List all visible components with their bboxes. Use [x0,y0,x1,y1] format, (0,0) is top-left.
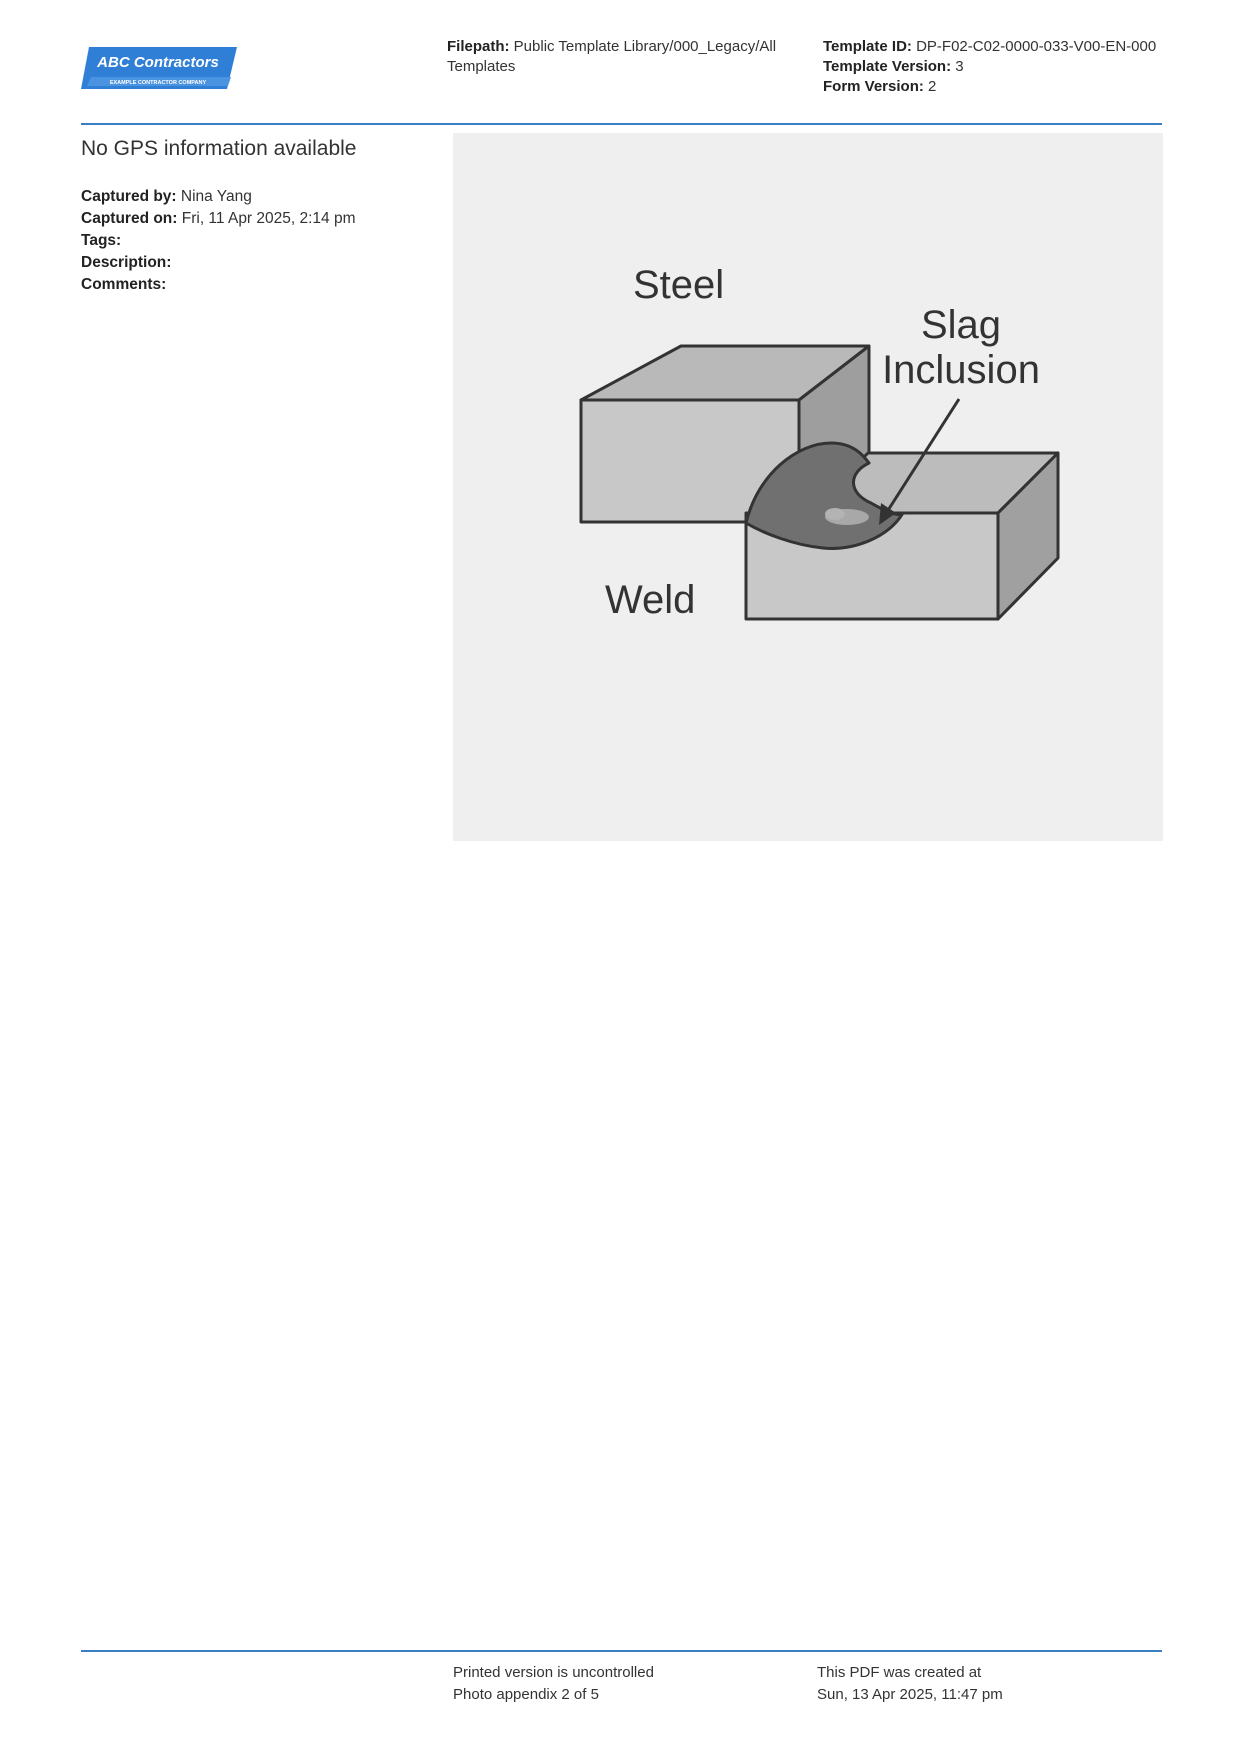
gps-status: No GPS information available [81,137,357,160]
template-version-label: Template Version: [823,58,952,75]
filepath [447,37,777,77]
footer-right [817,1662,1003,1706]
comments-label: Comments: [81,276,167,293]
template-id-value: DP-F02-C02-0000-033-V00-EN-000 [916,38,1157,55]
company-logo [81,44,241,92]
form-version-label: Form Version: [823,78,924,95]
header-divider [81,123,1162,125]
logo-name: ABC Contractors [97,54,219,71]
template-version-value: 3 [955,58,964,75]
logo-tagline: EXAMPLE CONTRACTOR COMPANY [109,80,207,86]
filepath-label: Filepath: [447,38,510,55]
filepath-value-cont: Templates [447,58,516,75]
created-label: This PDF was created at [817,1664,982,1681]
label-slag: Slag [920,303,1002,347]
captured-by-label: Captured by: [81,188,177,205]
template-info [823,37,1163,97]
label-inclusion: Inclusion [882,348,1040,392]
footer-left [453,1662,654,1706]
uncontrolled-notice: Printed version is uncontrolled [453,1664,654,1681]
label-weld: Weld [605,578,696,622]
label-steel: Steel [633,263,725,307]
created-value: Sun, 13 Apr 2025, 11:47 pm [817,1686,1003,1703]
appendix-page: Photo appendix 2 of 5 [453,1686,599,1703]
description-label: Description: [81,254,172,271]
photo-image [453,133,1163,841]
captured-by-value: Nina Yang [180,188,252,205]
captured-on-value: Fri, 11 Apr 2025, 2:14 pm [181,210,356,227]
template-id-label: Template ID: [823,38,912,55]
captured-on-label: Captured on: [81,210,178,227]
photo-details [81,186,356,296]
tags-label: Tags: [81,232,122,249]
filepath-value: Public Template Library/000_Legacy/All [513,38,777,55]
footer-divider [81,1650,1162,1652]
form-version-value: 2 [928,78,937,95]
